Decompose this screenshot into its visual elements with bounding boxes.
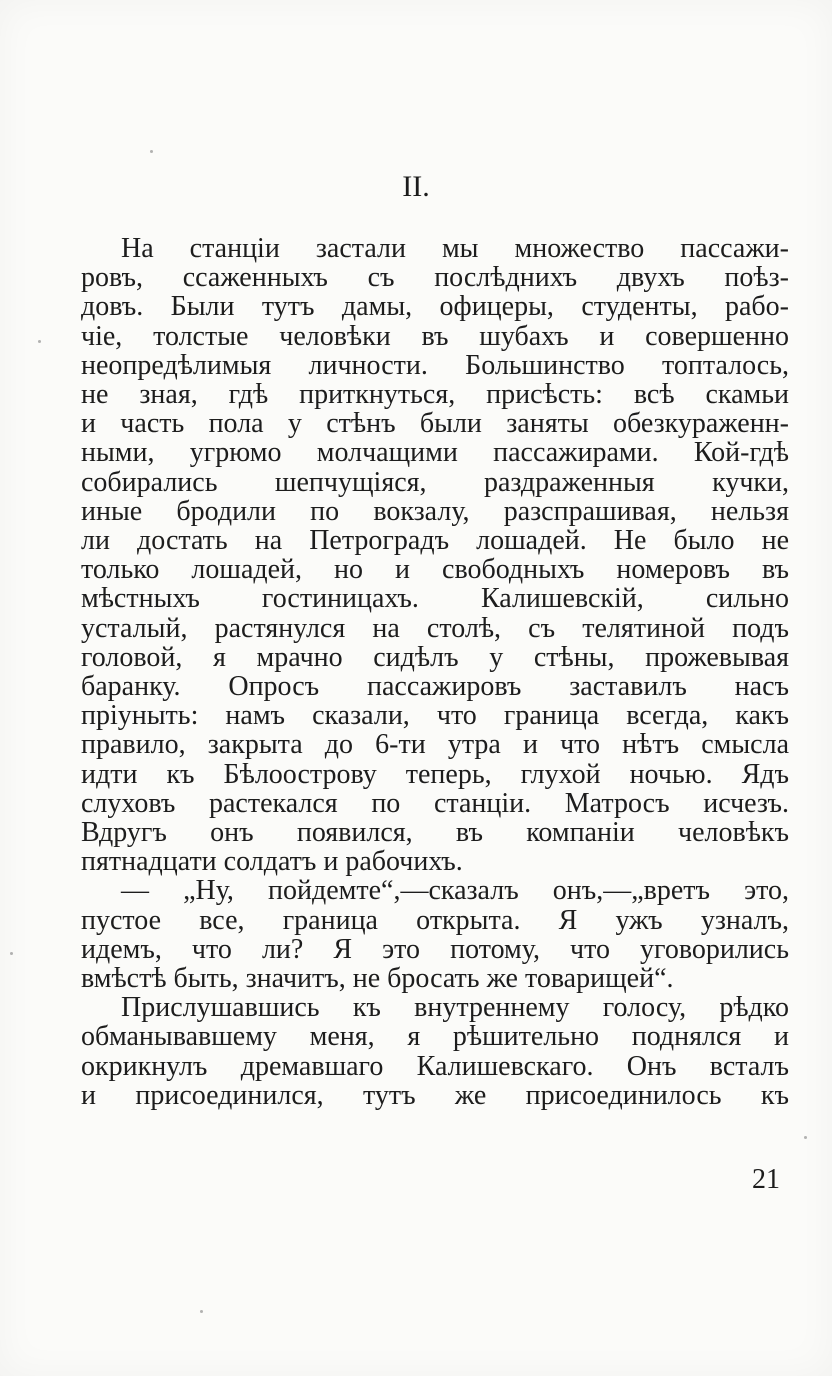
text-line: На станціи застали мы множество пассажи-: [121, 233, 789, 264]
text-line: усталый, растянулся на столѣ, съ телятиной подъ: [81, 612, 789, 644]
text-line: и присоединился, тутъ же присоединилось къ: [81, 1079, 789, 1111]
text-line: и часть пола у стѣнъ были заняты обезкураженн-: [81, 408, 789, 440]
text-line: окрикнулъ дремавшаго Калишевскаго. Онъ всталъ: [81, 1050, 789, 1082]
text-line: мѣстныхъ гостиницахъ. Калишевскій, сильно: [81, 583, 789, 615]
paper-speck: [200, 1310, 203, 1313]
chapter-heading: II.: [402, 170, 430, 203]
paper-speck: [150, 150, 153, 153]
text-line: Прислушавшись къ внутреннему голосу, рѣдко: [121, 992, 789, 1024]
text-line: ли достать на Петроградъ лошадей. Не было не: [81, 525, 789, 557]
text-line: чіе, толстые человѣки въ шубахъ и совершенно: [81, 320, 789, 352]
text-line: пятнадцати солдатъ и рабочихъ.: [81, 846, 463, 878]
text-line: головой, я мрачно сидѣлъ у стѣны, прожевывая: [81, 641, 789, 673]
text-line: не зная, гдѣ приткнуться, присѣсть: всѣ скамьи: [81, 379, 789, 411]
text-line: слуховъ растекался по станціи. Матросъ исчезъ.: [81, 787, 789, 819]
text-line: пустое все, граница открыта. Я ужъ узналъ,: [81, 904, 789, 936]
paper-speck: [10, 952, 13, 955]
paragraph-2: [81, 876, 789, 993]
text-line: правило, закрыта до 6-ти утра и что нѣтъ смысла: [81, 729, 789, 761]
text-line: обманывавшему меня, я рѣшительно поднялся и: [81, 1021, 789, 1053]
text-line: Вдругъ онъ появился, въ компаніи человѣкъ: [81, 817, 789, 849]
text-line: довъ. Были тутъ дамы, офицеры, студенты, рабо-: [81, 291, 789, 323]
text-line: только лошадей, но и свободныхъ номеровъ въ: [81, 554, 789, 586]
text-line: идти къ Бѣлоострову теперь, глухой ночью. Ядъ: [81, 758, 789, 790]
body-text: [81, 234, 789, 1110]
page-number: 21: [752, 1164, 780, 1195]
paragraph-1: [81, 234, 789, 876]
text-line: пріуныть: намъ сказали, что граница всегда, какъ: [81, 700, 789, 732]
text-line: вмѣстѣ быть, значитъ, не бросать же товарищей“.: [81, 963, 674, 995]
text-line: — „Ну, пойдемте“,—сказалъ онъ,—„вретъ это,: [121, 875, 789, 907]
paper-speck: [804, 1136, 807, 1139]
text-line: баранку. Опросъ пассажировъ заставилъ насъ: [81, 671, 789, 703]
text-line: идемъ, что ли? Я это потому, что уговорились: [81, 933, 789, 965]
text-line: иные бродили по вокзалу, разспрашивая, нельзя: [81, 495, 789, 527]
paper-speck: [38, 340, 41, 343]
text-line: неопредѣлимыя личности. Большинство топталось,: [81, 349, 789, 381]
text-line: ровъ, ссаженныхъ съ послѣднихъ двухъ поѣз-: [81, 262, 789, 294]
text-line: собирались шепчущіяся, раздраженныя кучки,: [81, 466, 789, 498]
text-line: ными, угрюмо молчащими пассажирами. Кой-гдѣ: [81, 437, 789, 469]
paragraph-3: [81, 993, 789, 1110]
